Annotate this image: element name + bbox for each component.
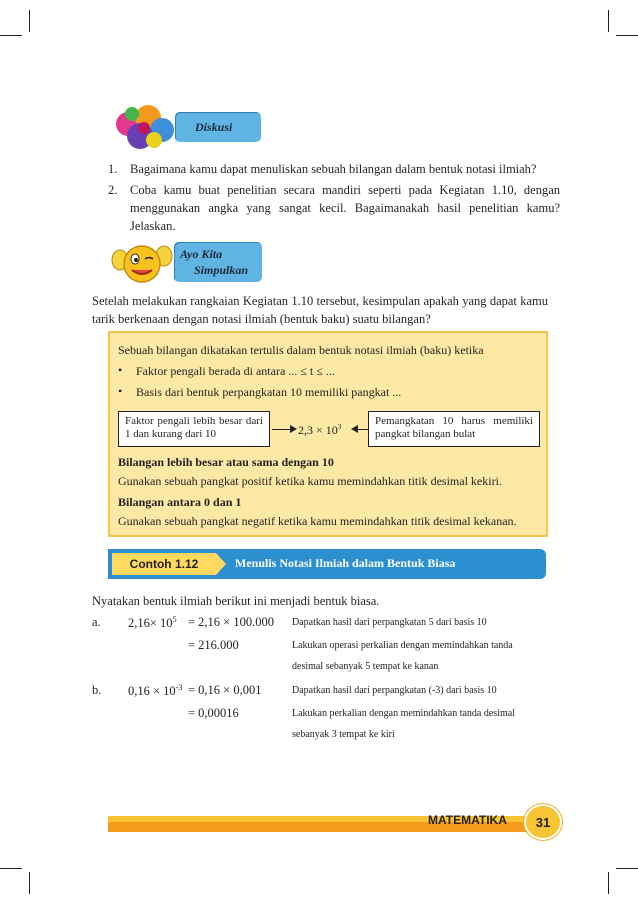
item-text: Bagaimana kamu dapat menuliskan sebuah bilangan dalam bentuk notasi ilmiah? bbox=[130, 162, 537, 176]
bullet-dot: • bbox=[118, 363, 123, 377]
example-b-note1: Dapatkan hasil dari perpangkatan (-3) dari basis 10 bbox=[292, 685, 497, 696]
crop-mark bbox=[0, 868, 22, 869]
example-a-step2: = 216.000 bbox=[188, 638, 239, 652]
page-number: 31 bbox=[524, 804, 562, 840]
conclude-label-line1: Ayo Kita bbox=[180, 247, 223, 261]
rule2-title: Bilangan antara 0 dan 1 bbox=[118, 495, 242, 509]
example-b-step2: = 0,00016 bbox=[188, 706, 239, 720]
conclude-label-line2: Simpulkan bbox=[194, 263, 249, 277]
rule2-text: Gunakan sebuah pangkat negatif ketika kamu memindahkan titik desimal kekanan. bbox=[118, 514, 517, 528]
conclude-intro: Setelah melakukan rangkaian Kegiatan 1.10 tersebut, kesimpulan apakah yang dapat kamu tarik berkenaan dengan notasi ilmiah (bentuk baku) suatu bilangan? bbox=[92, 294, 548, 326]
example-a-exponent: 5 bbox=[172, 615, 177, 624]
discussion-label-pill bbox=[175, 112, 261, 142]
crop-mark bbox=[29, 10, 30, 32]
crop-mark bbox=[608, 10, 609, 32]
example-a-note2b: desimal sebanyak 5 tempat ke kanan bbox=[292, 661, 439, 672]
left-note-box: Faktor pengali lebih besar dari 1 dan kurang dari 10 bbox=[118, 411, 270, 447]
discussion-item bbox=[108, 181, 560, 235]
example-label-arrow bbox=[216, 553, 226, 575]
crop-mark bbox=[616, 35, 638, 36]
item-number: 2. bbox=[108, 183, 118, 197]
example-b-note2b: sebanyak 3 tempat ke kiri bbox=[292, 729, 395, 740]
example-label: Contoh 1.12 bbox=[112, 553, 216, 575]
example-title: Menulis Notasi Ilmiah dalam Bentuk Biasa bbox=[235, 556, 456, 570]
example-b-letter: b. bbox=[92, 683, 102, 697]
rule1-text: Gunakan sebuah pangkat positif ketika kamu memindahkan titik desimal kekiri. bbox=[118, 474, 502, 488]
crop-mark bbox=[29, 872, 30, 894]
item-number: 1. bbox=[108, 162, 118, 176]
example-b-step1: = 0,16 × 0,001 bbox=[188, 683, 262, 697]
center-base: 2,3 × 10 bbox=[298, 423, 338, 437]
center-exponent: 3 bbox=[337, 423, 342, 431]
example-a-step1: = 2,16 × 100.000 bbox=[188, 615, 274, 629]
example-b-note2a: Lakukan perkalian dengan memindahkan tanda desimal bbox=[292, 708, 515, 719]
example-a-base: 2,16× 10 bbox=[128, 616, 173, 631]
item-text: Coba kamu buat penelitian secara mandiri seperti pada Kegiatan 1.10, dengan menggunakan angka yang sangat kecil. Bagaimanakah hasil penelitian kamu? Jelaskan. bbox=[130, 183, 560, 233]
crop-mark bbox=[616, 868, 638, 869]
summary-bullet: Basis dari bentuk perpangkatan 10 memiliki pangkat ... bbox=[136, 385, 402, 399]
arrow-right-icon bbox=[290, 425, 297, 433]
example-a-expression bbox=[128, 615, 177, 631]
footer-subject: MATEMATIKA bbox=[428, 813, 507, 827]
summary-bullet: Faktor pengali berada di antara ... ≤ t ≤ ... bbox=[136, 364, 335, 378]
bullet-dot: • bbox=[118, 384, 123, 398]
example-prompt: Nyatakan bentuk ilmiah berikut ini menjadi bentuk biasa. bbox=[92, 594, 380, 608]
example-a-letter: a. bbox=[92, 615, 101, 629]
example-b-exponent: -3 bbox=[175, 683, 183, 692]
right-arrow-line bbox=[356, 429, 368, 430]
rule1-title: Bilangan lebih besar atau sama dengan 10 bbox=[118, 455, 334, 469]
crop-mark bbox=[608, 872, 609, 894]
center-expression bbox=[298, 423, 341, 438]
crop-mark bbox=[0, 35, 22, 36]
smiley-icon bbox=[108, 240, 174, 286]
example-a-note2a: Lakukan operasi perkalian dengan memindahkan tanda bbox=[292, 640, 513, 651]
example-b-expression bbox=[128, 683, 182, 699]
summary-lead: Sebuah bilangan dikatakan tertulis dalam bentuk notasi ilmiah (baku) ketika bbox=[118, 343, 484, 357]
summary-box bbox=[108, 331, 548, 537]
conclude-label-pill bbox=[174, 242, 262, 282]
discussion-icon bbox=[110, 100, 180, 156]
example-b-base: 0,16 × 10 bbox=[128, 684, 176, 699]
example-a-note1: Dapatkan hasil dari perpangkatan 5 dari basis 10 bbox=[292, 617, 487, 628]
left-arrow-line bbox=[272, 429, 292, 430]
discussion-item bbox=[108, 160, 560, 178]
discussion-label: Diskusi bbox=[195, 120, 233, 134]
right-note-box: Pemangkatan 10 harus memiliki pangkat bilangan bulat bbox=[368, 411, 540, 447]
